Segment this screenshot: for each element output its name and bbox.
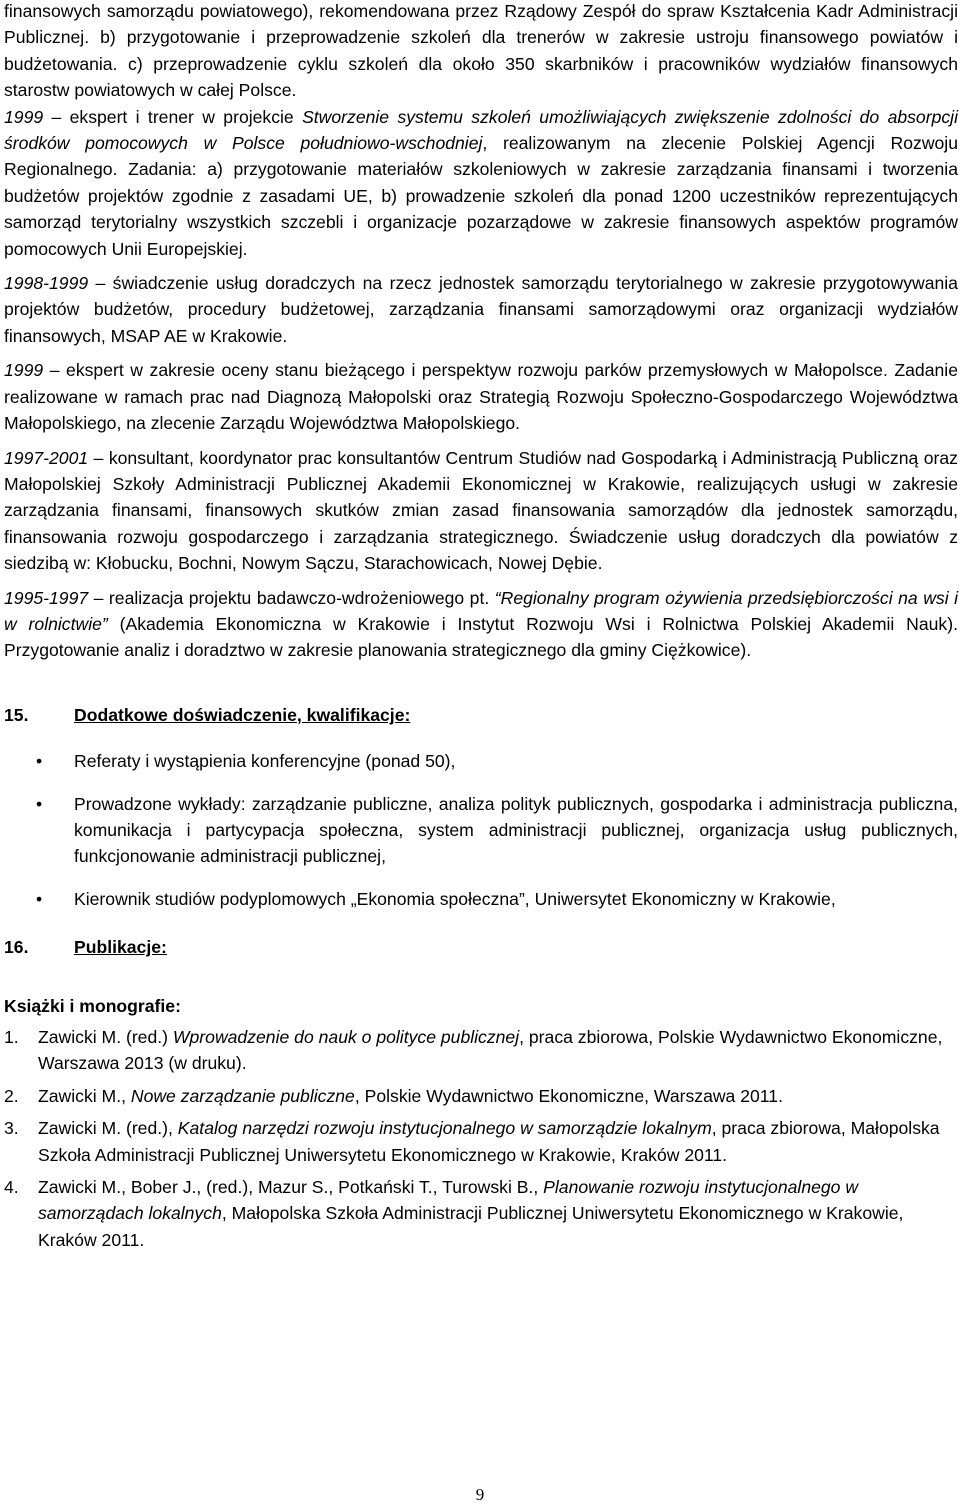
publication-details: , Polskie Wydawnictwo Ekonomiczne, Warszawa 2011. [354, 1085, 783, 1106]
list-item-text: Referaty i wystąpienia konferencyjne (ponad 50), [74, 751, 456, 772]
entry-text: ekspert w zakresie oceny stanu bieżącego i perspektyw rozwoju parków przemysłowych w Małopolsce. Zadanie realizowane w ramach prac nad Diagnozą Małopolski oraz Strategią Rozwoju Społeczno-Gospodarczego Województwa Małopolskiego, na zlecenie Zarządu Województwa Małopolskiego. [4, 360, 958, 434]
entry-date: 1997-2001 [4, 447, 89, 468]
publication-title: Wprowadzenie do nauk o polityce publicznej [172, 1027, 520, 1047]
page-number: 9 [475, 1485, 485, 1504]
entry-paragraph-1 [4, 104, 958, 262]
section-title: Publikacje: [74, 937, 167, 958]
entry-dash: – [43, 360, 60, 381]
entry-paragraph-3 [4, 357, 958, 436]
publication-number: 1. [4, 1027, 19, 1047]
publication-author: Zawicki M., Bober J., (red.), Mazur S., Potkański T., Turowski B., [38, 1177, 544, 1198]
books-heading: Książki i monografie: [4, 995, 181, 1016]
publication-details: , praca zbiorowa, Małopolska Szkoła Administracji Publicznej Uniwersytetu Ekonomicznego w Krakowie, Kraków 2011. [38, 1118, 940, 1165]
list-item [4, 791, 958, 870]
entry-project-title: Stworzenie systemu szkoleń umożliwiających zwiększenie zdolności do absorpcji środków pomocowych w Polsce południowo-wschodniej [4, 106, 958, 154]
publication-number: 4. [4, 1177, 19, 1198]
publication-title: Katalog narzędzi rozwoju instytucjonalnego w samorządzie lokalnym [177, 1118, 712, 1139]
section-15-heading [4, 702, 958, 728]
publication-author: Zawicki M., [38, 1085, 131, 1106]
publication-details: , Małopolska Szkoła Administracji Publicznej Uniwersytetu Ekonomicznego w Krakowie, Kraków 2011. [38, 1203, 904, 1250]
publication-item [4, 1174, 958, 1253]
publication-number: 3. [4, 1118, 19, 1139]
publication-details: , praca zbiorowa, Polskie Wydawnictwo Ekonomiczne, Warszawa 2013 (w druku). [38, 1027, 943, 1074]
bullet-icon: • [36, 888, 43, 909]
list-item [4, 886, 958, 912]
publication-item [4, 1083, 958, 1109]
publication-author: Zawicki M. (red.), [38, 1118, 178, 1139]
bullet-icon: • [36, 751, 43, 772]
publication-item [4, 1115, 958, 1168]
entry-text: realizacja projektu badawczo-wdrożeniowego pt. [103, 587, 495, 608]
list-item-text: Prowadzone wykłady: zarządzanie publiczne, analiza polityk publicznych, gospodarka i administracja publiczna, komunikacja i partycypacja społeczna, system administracji publicznej, organizacja usług publicznych, funkcjonowanie administracji publicznej, [74, 793, 958, 867]
entry-dash: – [88, 447, 104, 468]
entry-date: 1999 [4, 106, 44, 127]
section-number: 15. [4, 704, 29, 725]
entry-date: 1995-1997 [4, 587, 89, 608]
intro-paragraph: finansowych samorządu powiatowego), rekomendowana przez Rządowy Zespół do spraw Kształcenia Kadr Administracji Publicznej. b) przygotowanie i przeprowadzenie szkoleń dla trenerów w zakresie ustroju finansowego powiatów i budżetowania. c) przeprowadzenie cyklu szkoleń dla około 350 skarbników i pracowników wydziałów finansowych starostw powiatowych w całej Polsce. [4, 1, 958, 101]
section-title: Dodatkowe doświadczenie, kwalifikacje: [74, 704, 411, 725]
publications-list [4, 1024, 958, 1253]
entry-text: konsultant, koordynator prac konsultantów Centrum Studiów nad Gospodarką i Administracją Publiczną oraz Małopolskiej Szkoły Administracji Publicznej Akademii Ekonomicznej w Krakowie, realizujących usługi w zakresie zarządzania finansami, finansowych skutków zmian zasad finansowania samorządów dla jednostek samorządu, finansowania rozwoju gospodarczego i zarządzania strategicznego. Świadczenie usług doradczych dla powiatów z siedzibą w: Kłobucku, Bochni, Nowym Sączu, Starachowicach, Nowej Dębie. [4, 447, 958, 574]
entry-dash: – [43, 106, 62, 127]
publication-number: 2. [4, 1085, 19, 1106]
entry-dash: – [88, 273, 106, 294]
entry-date: 1998-1999 [4, 273, 89, 294]
publication-item [4, 1024, 958, 1077]
publication-title: Planowanie rozwoju instytucjonalnego w samorządach lokalnych [38, 1177, 859, 1224]
document-page [4, 0, 958, 1253]
entry-paragraph-2 [4, 270, 958, 349]
list-item-text: Kierownik studiów podyplomowych „Ekonomia społeczna”, Uniwersytet Ekonomiczny w Krakowie, [74, 888, 836, 909]
entry-text: ekspert i trener w projekcie [61, 106, 303, 127]
bullet-icon: • [36, 793, 43, 814]
entry-paragraph-4 [4, 445, 958, 577]
publication-title: Nowe zarządzanie publiczne [130, 1085, 355, 1106]
list-item [4, 748, 958, 774]
qualifications-list [4, 748, 958, 912]
section-16-heading [4, 934, 958, 960]
entry-text: świadczenie usług doradczych na rzecz jednostek samorządu terytorialnego w zakresie przygotowywania projektów budżetów, procedury budżetowej, zarządzania finansami samorządowymi oraz organizacji wydziałów finansowych, MSAP AE w Krakowie. [4, 273, 958, 346]
entry-project-title: “Regionalny program ożywienia przedsiębiorczości na wsi i w rolnictwie” [4, 587, 959, 634]
entry-paragraph-5 [4, 585, 958, 664]
entry-text: , realizowanym na zlecenie Polskiej Agencji Rozwoju Regionalnego. Zadania: a) przygotowanie materiałów szkoleniowych w zakresie zarządzania finansami i tworzenia budżetów projektów zgodnie z zasadami UE, b) prowadzenie szkoleń dla ponad 1200 uczestników reprezentujących samorząd terytorialny wszystkich szczebli i organizacje pozarządowe w zakresie finansowych aspektów programów pomocowych Unii Europejskiej. [4, 133, 958, 259]
entry-text: (Akademia Ekonomiczna w Krakowie i Instytut Rozwoju Wsi i Rolnictwa Polskiej Akademii Nauk). Przygotowanie analiz i doradztwo w zakresie planowania strategicznego dla gminy Ciężkowice). [4, 613, 958, 661]
entry-date: 1999 [4, 360, 44, 381]
section-number: 16. [4, 937, 29, 958]
entry-dash: – [88, 587, 104, 608]
publication-author: Zawicki M. (red.) [38, 1027, 173, 1047]
